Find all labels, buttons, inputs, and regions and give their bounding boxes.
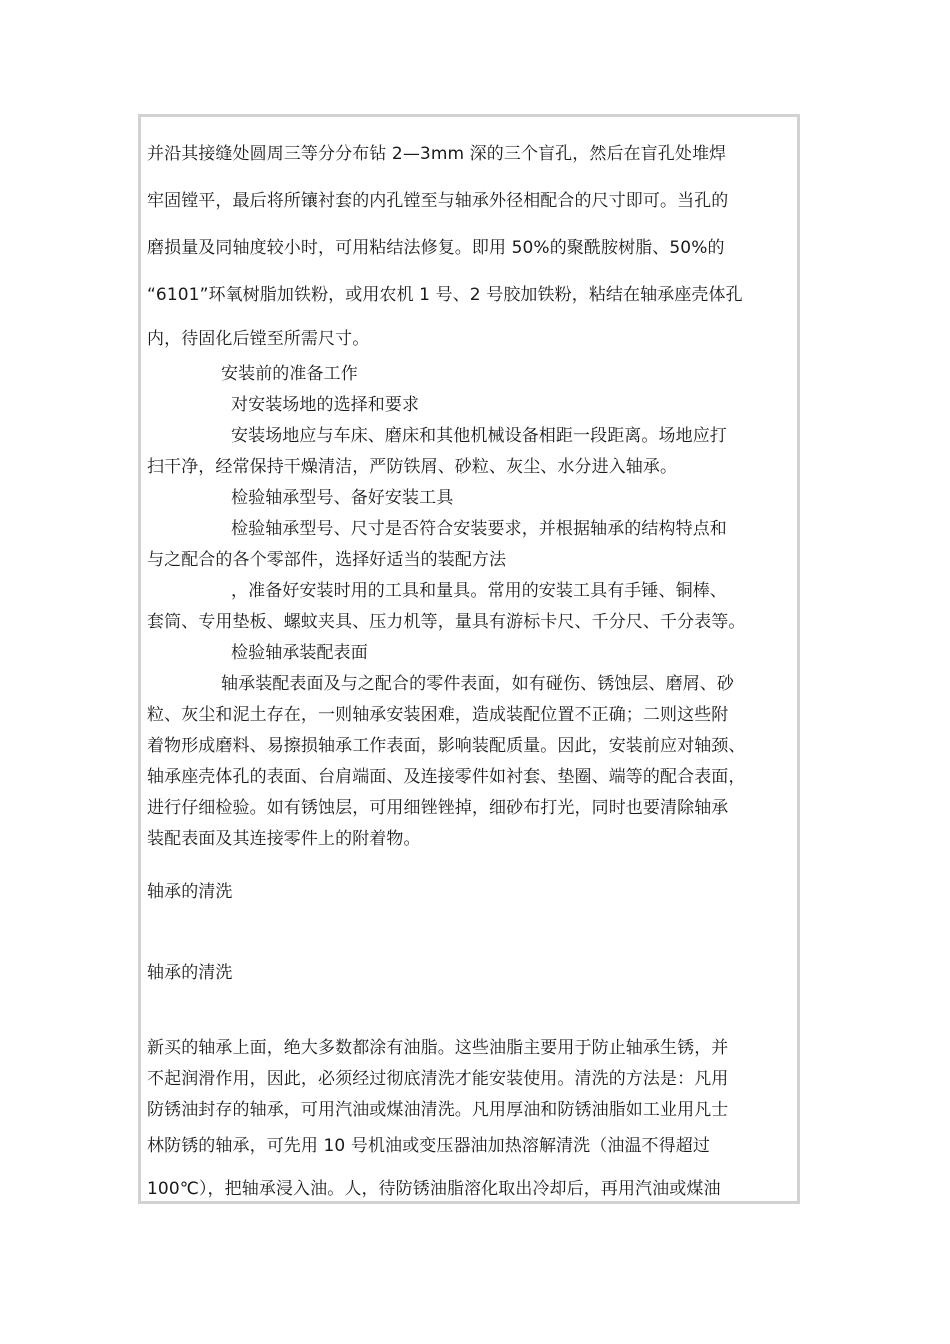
section-heading: 安装前的准备工作: [221, 364, 358, 384]
text-line: 扫干净，经常保持干燥清洁，严防铁屑、砂粒、灰尘、水分进入轴承。: [147, 457, 678, 477]
section-heading: 轴承的清洗: [147, 882, 233, 902]
text-line: 100℃），把轴承浸入油。人，待防锈油脂溶化取出冷却后，再用汽油或煤油: [147, 1179, 721, 1199]
sub-heading: 检验轴承型号、备好安装工具: [231, 488, 454, 508]
text-line: 内，待固化后镗至所需尺寸。: [147, 329, 370, 349]
text-line: 不起润滑作用，因此，必须经过彻底清洗才能安装使用。清洗的方法是：凡用: [147, 1069, 729, 1089]
text-line: 装配表面及其连接零件上的附着物。: [147, 829, 421, 849]
text-line: 轴承装配表面及与之配合的零件表面，如有碰伤、锈蚀层、磨屑、砂: [221, 674, 734, 694]
text-line: “6101”环氧树脂加铁粉，或用农机 1 号、2 号胶加铁粉，粘结在轴承座壳体孔: [147, 285, 743, 305]
text-line: 安装场地应与车床、磨床和其他机械设备相距一段距离。场地应打: [231, 426, 727, 446]
text-line: ，准备好安装时用的工具和量具。常用的安装工具有手锤、铜棒、: [231, 581, 727, 601]
text-line: 防锈油封存的轴承，可用汽油或煤油清洗。凡用厚油和防锈油脂如工业用凡士: [147, 1100, 729, 1120]
sub-heading: 对安装场地的选择和要求: [231, 395, 420, 415]
text-line: 与之配合的各个零部件，选择好适当的装配方法: [147, 550, 507, 570]
document-body: [147, 131, 797, 1213]
spacer: [147, 855, 797, 877]
page-frame: [138, 114, 800, 1204]
text-line: 轴承座壳体孔的表面、台肩端面、及连接零件如衬套、垫圈、端等的配合表面，: [147, 767, 746, 787]
text-line: 并沿其接缝处圆周三等分分布钻 2—3mm 深的三个盲孔，然后在盲孔处堆焊: [147, 144, 727, 164]
sub-heading: 检验轴承装配表面: [231, 643, 368, 663]
text-line: 林防锈的轴承，可先用 10 号机油或变压器油加热溶解清洗（油温不得超过: [147, 1136, 710, 1156]
text-line: 磨损量及同轴度较小时，可用粘结法修复。即用 50%的聚酰胺树脂、50%的: [147, 238, 725, 258]
text-line: 粒、灰尘和泥土存在，一则轴承安装困难，造成装配位置不正确；二则这些附: [147, 705, 729, 725]
text-line: 牢固镗平，最后将所镶衬套的内孔镗至与轴承外径相配合的尺寸即可。当孔的: [147, 191, 729, 211]
text-line: 套筒、专用垫板、螺蚊夹具、压力机等，量具有游标卡尺、千分尺、千分表等。: [147, 612, 746, 632]
text-line: 检验轴承型号、尺寸是否符合安装要求，并根据轴承的结构特点和: [231, 519, 727, 539]
text-line: 进行仔细检验。如有锈蚀层，可用细锉锉掉，细砂布打光，同时也要清除轴承: [147, 798, 729, 818]
spacer: [147, 989, 797, 1033]
text-line: 新买的轴承上面，绝大多数都涂有油脂。这些油脂主要用于防止轴承生锈，并: [147, 1038, 729, 1058]
text-line: 着物形成磨料、易擦损轴承工作表面，影响装配质量。因此，安装前应对轴颈、: [147, 736, 746, 756]
spacer: [147, 908, 797, 958]
section-heading: 轴承的清洗: [147, 963, 233, 983]
